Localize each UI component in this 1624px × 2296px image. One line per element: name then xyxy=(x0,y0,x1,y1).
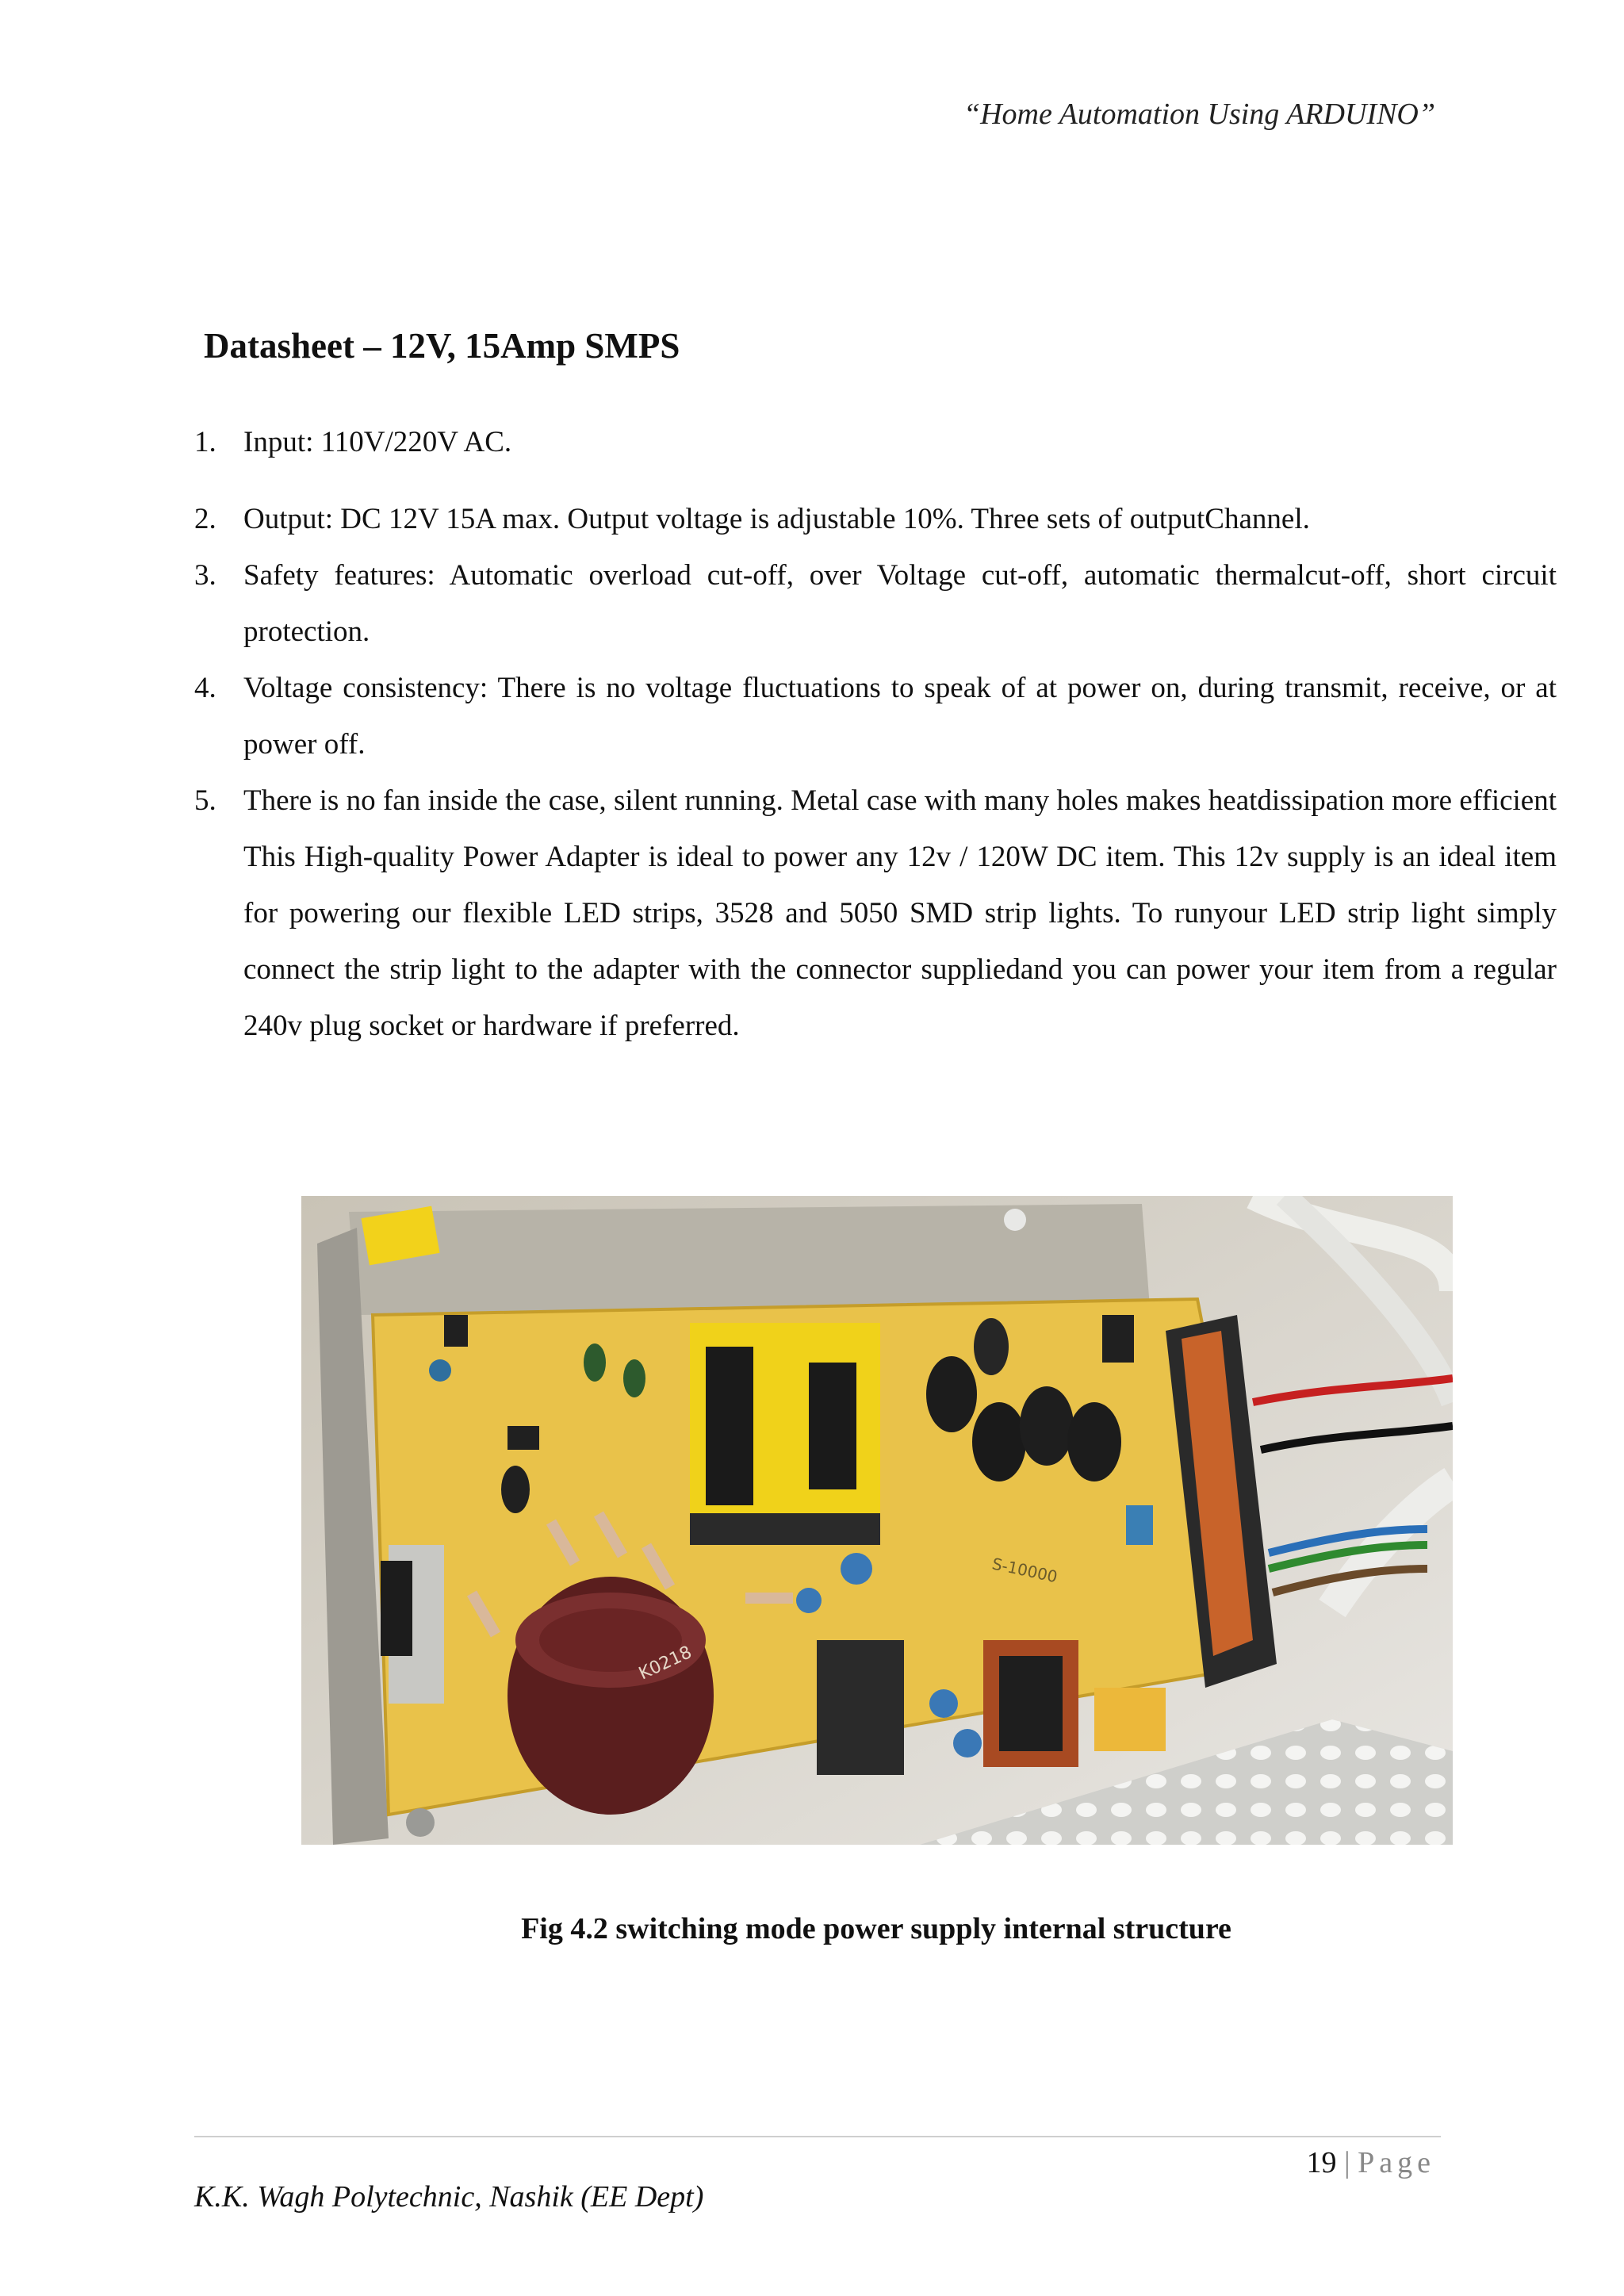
list-number: 5. xyxy=(194,784,216,817)
section-title: Datasheet – 12V, 15Amp SMPS xyxy=(204,326,680,366)
footer-divider xyxy=(194,2136,1441,2137)
list-text: Voltage consistency: There is no voltage fluctuations to speak of at power on, during transmit, receive, or at power off. xyxy=(243,672,1557,761)
list-number: 4. xyxy=(194,672,216,704)
spec-list xyxy=(194,414,1557,1054)
figure-caption: Fig 4.2 switching mode power supply internal structure xyxy=(521,1912,1231,1945)
list-text: Safety features: Automatic overload cut-off, over Voltage cut-off, automatic thermalcut-off, short circuit protection. xyxy=(243,559,1557,648)
list-number: 3. xyxy=(194,559,216,592)
list-text: Output: DC 12V 15A max. Output voltage is adjustable 10%. Three sets of outputChannel. xyxy=(243,503,1310,535)
capacitor-marking: K0218 xyxy=(635,1642,695,1685)
list-item xyxy=(194,414,1557,470)
smps-photo xyxy=(301,1196,1453,1845)
page-number-block xyxy=(1307,2145,1435,2180)
list-item xyxy=(194,660,1557,772)
page-number: 19 xyxy=(1306,2146,1337,2179)
page-label: Page xyxy=(1358,2146,1435,2179)
page-separator: | xyxy=(1344,2146,1350,2179)
list-item xyxy=(194,772,1557,1054)
list-number: 1. xyxy=(194,426,216,458)
list-text: Input: 110V/220V AC. xyxy=(243,426,512,458)
list-text: There is no fan inside the case, silent running. Metal case with many holes makes heatdissipation more efficient This High-quality Power Adapter is ideal to power any 12v / 120W DC item. This 12v supply is an ideal item for powering our flexible LED strips, 3528 and 5050 SMD strip lights. To runyour LED strip light simply connect the strip light to the adapter with the connector suppliedand you can power your item from a regular 240v plug socket or hardware if preferred. xyxy=(243,784,1557,1042)
pcb-marking: S-10000 xyxy=(990,1554,1059,1587)
list-item xyxy=(194,547,1557,660)
running-header: “Home Automation Using ARDUINO” xyxy=(963,98,1435,131)
list-number: 2. xyxy=(194,503,216,535)
list-item xyxy=(194,491,1557,547)
footer-institution: K.K. Wagh Polytechnic, Nashik (EE Dept) xyxy=(194,2180,704,2214)
